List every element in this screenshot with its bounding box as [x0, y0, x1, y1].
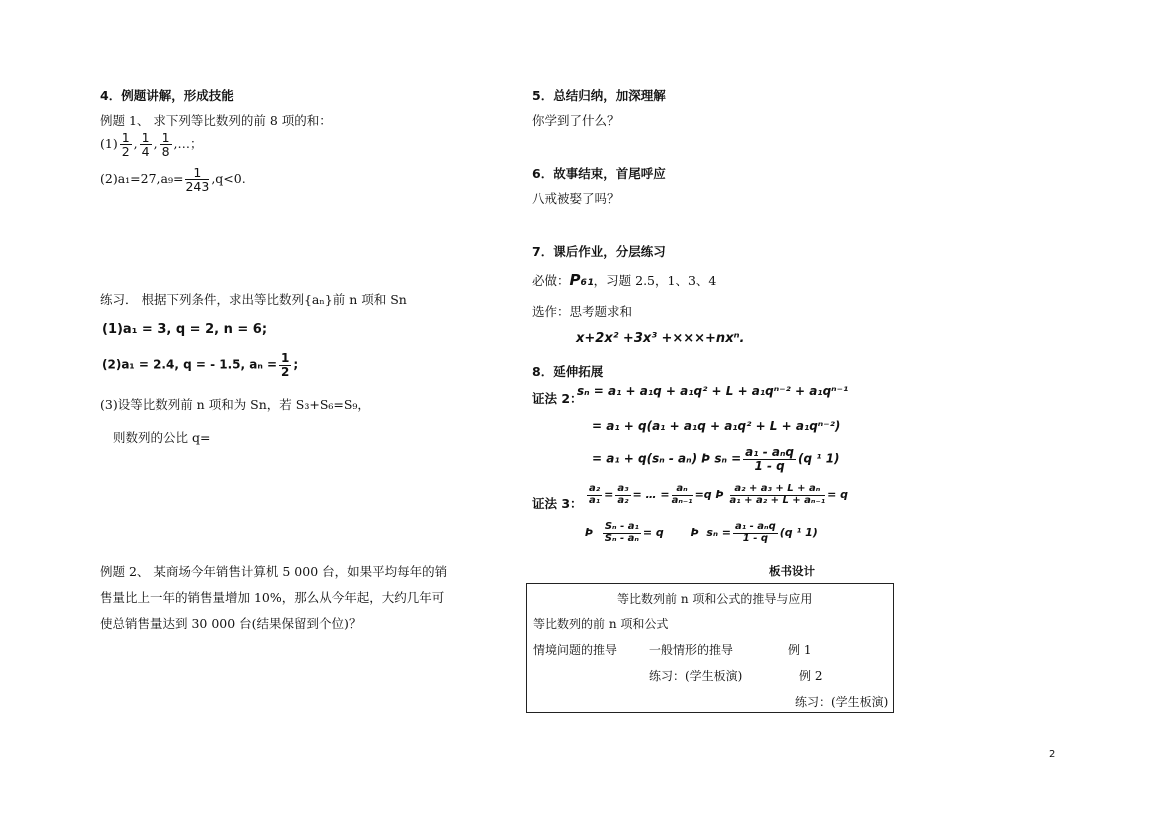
board-row-2-col-2: 一般情形的推导 — [649, 643, 734, 657]
board-design-box — [526, 583, 894, 713]
section-4-title: 4．例题讲解，形成技能 — [100, 88, 234, 103]
section-7-required: 必做：P₆₁，习题 2.5，1、3、4 — [532, 271, 717, 289]
proof-2-line-2: = a₁ + q(a₁ + a₁q + a₁q² + L + a₁qⁿ⁻²) — [592, 419, 841, 433]
board-row-2-col-1: 情境问题的推导 — [533, 643, 618, 657]
section-7-title: 7．课后作业，分层练习 — [532, 244, 666, 259]
board-heading: 板书设计 — [769, 564, 815, 578]
proof-2-line-3: = a₁ + q(sₙ - aₙ) Þ sₙ = $\frac{\text{a₁ - aₙq}}{1 - q}$ (q ¹ 1) — [592, 445, 840, 473]
board-row-3-col-3: 例 2 — [799, 669, 823, 683]
section-6-text: 八戒被娶了吗？ — [532, 191, 620, 206]
board-row-4: 练习：(学生板演) — [795, 695, 889, 709]
section-7-formula: x+2x² +3x³ +×××+nxⁿ. — [576, 331, 745, 346]
practice-intro: 练习． 根据下列条件，求出等比数列{aₙ}前 n 项和 Sn — [100, 292, 407, 307]
example-2-line-3: 使总销售量达到 30 000 台(结果保留到个位)？ — [100, 616, 362, 631]
example-1-part-1: (1) $\frac{1}{2}$ , $\frac{1}{4}$ , $\frac{1}{8}$ ,…； — [100, 130, 203, 160]
section-5-title: 5．总结归纳，加深理解 — [532, 88, 666, 103]
proof-3-line-1: $\frac{\text{a₂}}{\text{a₁}}$ = $\frac{\text{a₃}}{\text{a₂}}$ = … = $\frac{\text{aₙ}}{\text{aₙ₋₁}}$ =q Þ $\frac{\text{a₂ + a₃ + L + aₙ}}{\text{a₁ + a₂ + L + aₙ₋₁}}$ = q — [589, 483, 849, 506]
practice-3-line-1: (3)设等比数列前 n 项和为 Sn，若 S₃+S₆=S₉， — [100, 397, 370, 412]
example-2-line-1: 例题 2、 某商场今年销售计算机 5 000 台，如果平均每年的销 — [100, 564, 448, 579]
section-7-optional: 选作：思考题求和 — [532, 304, 633, 319]
section-5-text: 你学到了什么？ — [532, 113, 620, 128]
proof-2-label: 证法 2： — [532, 391, 583, 406]
proof-2-line-1: sₙ = a₁ + a₁q + a₁q² + L + a₁qⁿ⁻² + a₁qⁿ⁻¹ — [577, 384, 849, 398]
board-row-3-col-2: 练习：(学生板演) — [649, 669, 743, 683]
practice-1: (1)a₁ = 3, q = 2, n = 6; — [102, 322, 268, 337]
board-row-2-col-3: 例 1 — [788, 643, 812, 657]
example-1-intro: 例题 1、 求下列等比数列的前 8 项的和： — [100, 113, 332, 128]
section-8-title: 8．延伸拓展 — [532, 364, 604, 379]
board-title: 等比数列前 n 项和公式的推导与应用 — [617, 592, 813, 606]
example-2-line-2: 售量比上一年的销售量增加 10%，那么从今年起，大约几年可 — [100, 590, 445, 605]
page-number: 2 — [1049, 749, 1056, 760]
example-1-part-2: (2)a₁=27,a₉= $\frac{1}{243}$ ,q<0. — [100, 165, 246, 195]
proof-3-line-2: Þ $\frac{\text{Sₙ - a₁}}{\text{Sₙ - aₙ}}$ = q Þ sₙ = $\frac{\text{a₁ - aₙq}}{1 - q}$ (q ¹ 1) — [585, 521, 818, 544]
practice-2: (2)a₁ = 2.4, q = - 1.5, aₙ = $\frac{1}{2}$ ; — [102, 351, 299, 379]
section-6-title: 6．故事结束，首尾呼应 — [532, 166, 666, 181]
board-row-1: 等比数列的前 n 项和公式 — [533, 617, 669, 631]
proof-3-label: 证法 3： — [532, 496, 583, 511]
practice-3-line-2: 则数列的公比 q= — [113, 430, 211, 445]
